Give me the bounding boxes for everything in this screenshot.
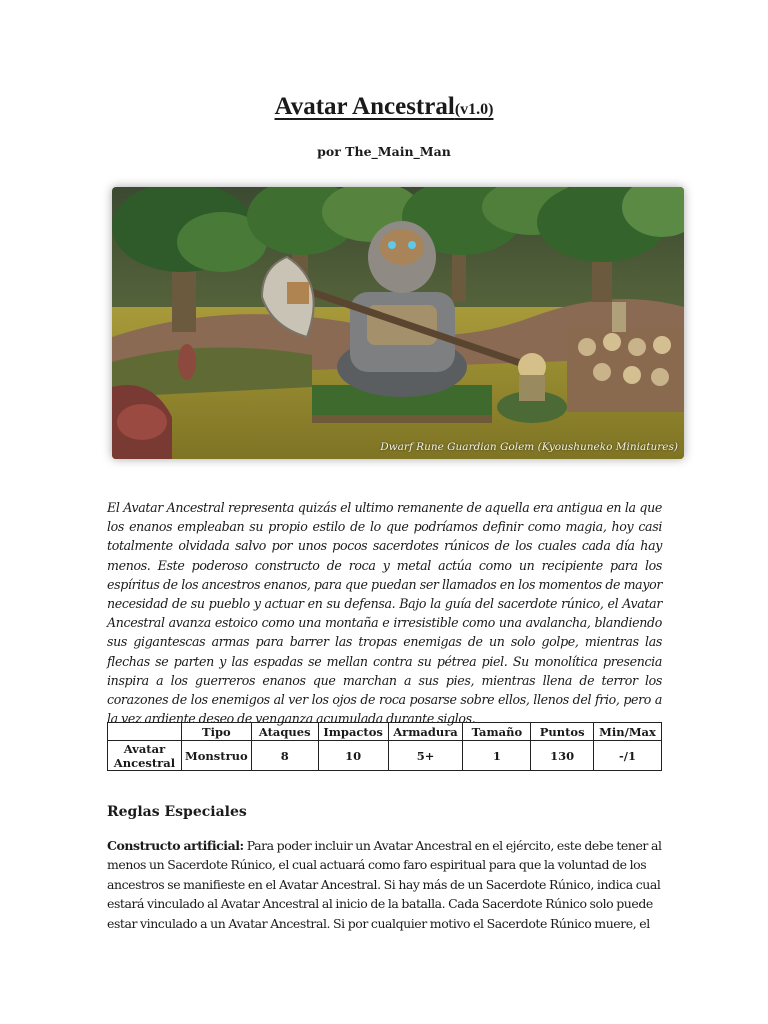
stats-cell: 8 xyxy=(251,741,318,771)
lore-paragraph: El Avatar Ancestral representa quizás el ultimo remanente de aquella era antigua en la que los enanos empleaban su propio estilo de lo que podríamos definir como magia, hoy casi totalmente olvidada salvo por unos pocos sacerdotes rúnicos de los cuales cada día hay menos. Este poderoso constructo de roca y metal actúa como un recipiente para los espíritus de los ancestros enanos, para que puedan ser llamados en los momentos de mayor necesidad de su pueblo y actuar en su defensa. Bajo la guía del sacerdote rúnico, el Avatar Ancestral avanza estoico como una montaña e irresistible como una avalancha, blandiendo sus gigantescas armas para barrer las tropas enemigas de un solo golpe, mientras las flechas se parten y las espadas se mellan contra su pétrea piel. Su monolítica presencia inspira a los guerreros enanos que marchan a sus pies, mientras llena de terror los corazones de los enemigos al ver los ojos de roca posarse sobre ellos, llenos del frio, pero a la vez ardiente deseo de venganza acumulada durante siglos. xyxy=(107,500,662,727)
stats-cell: 5+ xyxy=(388,741,463,771)
stats-header-cell: Impactos xyxy=(318,723,388,741)
section-heading: Reglas Especiales xyxy=(107,804,247,820)
page-title xyxy=(0,93,768,121)
stats-cell: 130 xyxy=(531,741,594,771)
miniature-photo xyxy=(112,187,684,459)
stats-cell: 10 xyxy=(318,741,388,771)
stats-cell: Monstruo xyxy=(181,741,251,771)
stats-header-cell: Min/Max xyxy=(594,723,662,741)
stats-header-cell: Ataques xyxy=(251,723,318,741)
stats-header-cell: Puntos xyxy=(531,723,594,741)
author-line: por The_Main_Man xyxy=(317,144,451,159)
stats-cell: 1 xyxy=(463,741,531,771)
stats-header-cell xyxy=(108,723,182,741)
stats-table xyxy=(107,722,662,771)
stats-header-row xyxy=(108,723,662,741)
title-text: Avatar Ancestral xyxy=(274,93,455,120)
rule-text: Para poder incluir un Avatar Ancestral en el ejército, este debe tener al menos un Sacerdote Rúnico, el cual actuará como faro espiritual para que la voluntad de los ancestros se manifieste en el Avatar Ancestral. Si hay más de un Sacerdote Rúnico, indica cual estará vinculado al Avatar Ancestral al inicio de la batalla. Cada Sacerdote Rúnico solo puede estar vinculado a un Avatar Ancestral. Si por cualquier motivo el Sacerdote Rúnico muere, el xyxy=(107,838,662,931)
photo-caption: Dwarf Rune Guardian Golem (Kyoushuneko Miniatures) xyxy=(380,441,678,453)
title-version: (v1.0) xyxy=(454,101,494,118)
unit-name-cell: Avatar Ancestral xyxy=(108,741,182,771)
stats-header-cell: Tipo xyxy=(181,723,251,741)
rule-name: Constructo artificial: xyxy=(107,838,244,853)
stats-header-cell: Tamaño xyxy=(463,723,531,741)
photo-illustration xyxy=(112,187,684,459)
stats-cell: -/1 xyxy=(594,741,662,771)
stats-header-cell: Armadura xyxy=(388,723,463,741)
special-rule xyxy=(107,836,662,933)
stats-data-row xyxy=(108,741,662,771)
